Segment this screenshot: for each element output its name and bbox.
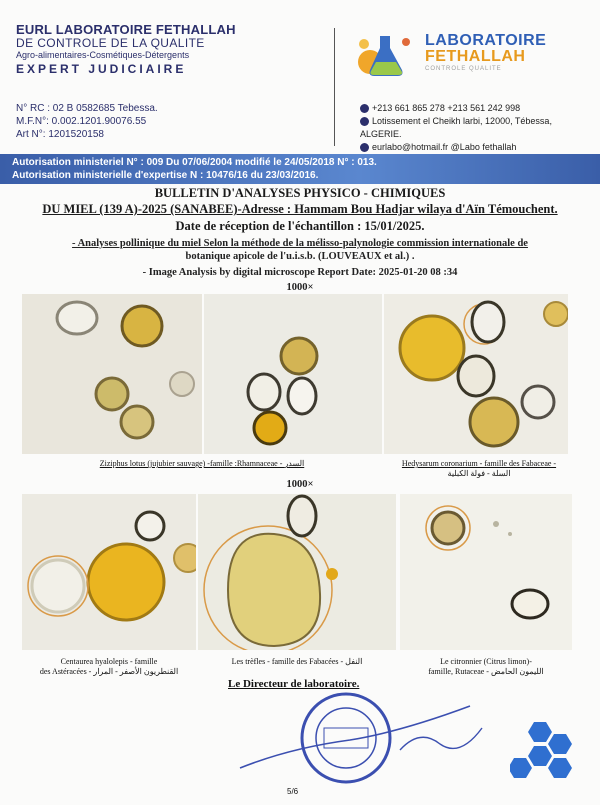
sample-subject: DU MIEL (139 A)-2025 (SANABEE)-Adresse : Hammam Bou Hadjar wilaya d'Aïn Témouchent. bbox=[42, 202, 558, 216]
email-line bbox=[360, 141, 595, 154]
location-icon bbox=[360, 117, 369, 126]
pollen-image-trefles bbox=[198, 494, 396, 650]
authorization-line1: Autorisation ministeriel N° : 009 Du 07/06/2004 modifié le 24/05/2018 N° : 013. bbox=[12, 157, 377, 168]
phone-line bbox=[360, 102, 595, 115]
email-icon bbox=[360, 143, 369, 152]
brand-tagline: CONTROLE QUALITE bbox=[425, 66, 502, 72]
caption-hedysarum-line1: Hedysarum coronarium - famille des Fabaceae - bbox=[401, 459, 557, 468]
brand-block bbox=[425, 33, 546, 73]
registration-ids bbox=[16, 102, 276, 141]
director-signature-label: Le Directeur de laboratoire. bbox=[228, 678, 360, 690]
pollen-image-hedysarum bbox=[384, 294, 568, 454]
caption-ziziphus: Ziziphus lotus (jujubier sauvage) -famille :Rhamnaceae - السدر bbox=[99, 459, 305, 468]
analysis-method-line1: - Analyses pollinique du miel Selon la méthode de la mélisso-palynologie commission internationale de bbox=[72, 238, 528, 249]
contact-block bbox=[360, 102, 595, 154]
caption-citrus-line1: Le citronnier (Citrus limon)- bbox=[440, 657, 532, 666]
mf-number: M.F.N°: 0.002.1201.90076.55 bbox=[16, 116, 147, 127]
magnification-label-top: 1000× bbox=[286, 282, 314, 293]
brand-laboratoire: LABORATOIRE bbox=[425, 32, 547, 49]
address-text: Lotissement el Cheikh larbi, 12000, Tébessa, ALGERIE. bbox=[360, 116, 552, 139]
company-subtitle: DE CONTROLE DE LA QUALITE bbox=[16, 36, 205, 50]
bulletin-title: BULLETIN D'ANALYSES PHYSICO - CHIMIQUES bbox=[154, 186, 446, 200]
pollen-image-center-top bbox=[204, 294, 382, 454]
company-block bbox=[16, 22, 316, 77]
phone-numbers: +213 661 865 278 +213 561 242 998 bbox=[372, 103, 521, 113]
hexagon-decoration bbox=[510, 720, 580, 786]
company-name: EURL LABORATOIRE FETHALLAH bbox=[16, 22, 236, 37]
brand-fethallah: FETHALLAH bbox=[425, 48, 526, 65]
magnification-label-bottom: 1000× bbox=[286, 479, 314, 490]
email-text: eurlabo@hotmail.fr @Labo fethallah bbox=[372, 142, 517, 152]
authorization-banner bbox=[0, 154, 600, 184]
pollen-image-citrus bbox=[400, 494, 572, 650]
art-number: Art N°: 1201520158 bbox=[16, 129, 104, 140]
image-analysis-line: - Image Analysis by digital microscope Report Date: 2025-01-20 08 :34 bbox=[142, 267, 458, 278]
company-expert: EXPERT JUDICIAIRE bbox=[16, 62, 187, 76]
address-line bbox=[360, 115, 595, 141]
rc-number: N° RC : 02 B 0582685 Tebessa. bbox=[16, 103, 158, 114]
caption-hedysarum-line2: السلة - فولة الكبلية bbox=[447, 469, 511, 478]
analysis-method-line2: botanique apicole de l'u.i.s.b. (LOUVEAUX et al.) . bbox=[185, 251, 415, 262]
caption-trefles: Les trèfles - famille des Fabacées - النفل bbox=[231, 657, 363, 666]
caption-centaurea-line2: des Astéracées - القنطريون الأصفر - المرار bbox=[39, 667, 179, 676]
official-stamp-signature bbox=[230, 688, 490, 788]
page-number: 5/6 bbox=[287, 787, 299, 796]
lab-flask-logo bbox=[356, 30, 414, 78]
pollen-image-centaurea bbox=[22, 494, 196, 650]
caption-citrus-line2: famille, Rutaceae - الليمون الحامض bbox=[428, 667, 544, 676]
header-divider bbox=[334, 28, 335, 146]
authorization-line2: Autorisation ministerielle d'expertise N : 10476/16 du 23/03/2016. bbox=[12, 170, 319, 181]
company-sectors: Agro-alimentaires-Cosmétiques-Détergents bbox=[16, 50, 190, 60]
pollen-image-ziziphus bbox=[22, 294, 202, 454]
phone-icon bbox=[360, 104, 369, 113]
caption-centaurea-line1: Centaurea hyalolepis - famille bbox=[60, 657, 158, 666]
reception-date: Date de réception de l'échantillon : 15/01/2025. bbox=[175, 219, 425, 233]
